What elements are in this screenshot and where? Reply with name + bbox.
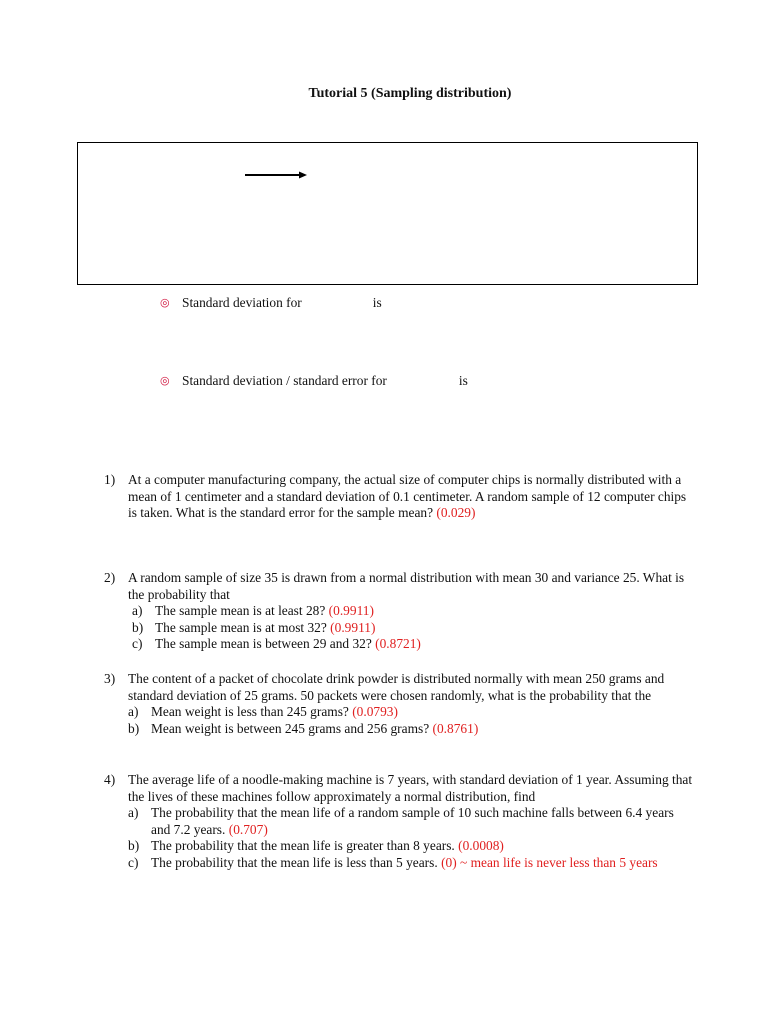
bullet-text: Standard deviation for: [182, 295, 302, 310]
question-number: 1): [104, 472, 116, 487]
question-3: [104, 671, 694, 737]
right-arrow-icon: [245, 168, 307, 182]
sub-text: The probability that the mean life is greater than 8 years.: [151, 838, 455, 854]
bullet-icon: ◎: [160, 297, 170, 309]
question-text: At a computer manufacturing company, the actual size of computer chips is normally distributed with a mean of 1 centimeter and a standard deviation of 0.1 centimeter. A random sample of 12 computer chips is taken. What is the standard error for the sample mean?: [128, 472, 687, 521]
answer: (0) ~ mean life is never less than 5 years: [441, 854, 658, 870]
sub-label: b): [132, 619, 144, 635]
sub-question: [128, 838, 694, 855]
question-4: [104, 772, 694, 872]
sub-label: a): [128, 704, 139, 720]
question-2: [104, 570, 694, 653]
sub-label: c): [132, 636, 143, 652]
sub-label: b): [128, 720, 140, 736]
question-number: 4): [104, 772, 116, 787]
sub-text: The sample mean is at most 32?: [155, 619, 327, 635]
sub-question: [128, 721, 694, 738]
question-number: 3): [104, 671, 116, 686]
sub-question: [132, 636, 694, 653]
answer: (0.029): [436, 505, 476, 521]
bullet-icon: ◎: [160, 375, 170, 387]
answer: (0.9911): [328, 603, 374, 619]
answer: (0.8761): [432, 720, 479, 736]
formula-box: [77, 142, 698, 285]
sub-text: The sample mean is between 29 and 32?: [155, 636, 372, 652]
answer: (0.9911): [330, 619, 376, 635]
sub-question: [128, 805, 694, 838]
sub-question: [132, 620, 694, 637]
sub-text: The probability that the mean life is less than 5 years.: [151, 854, 438, 870]
sub-label: a): [132, 603, 143, 619]
answer: (0.0008): [458, 838, 504, 854]
sub-text: Mean weight is between 245 grams and 256 grams?: [151, 720, 430, 736]
sub-question: [128, 855, 694, 872]
bullet-item: [160, 295, 382, 311]
question-text: The content of a packet of chocolate drink powder is distributed normally with mean 250 grams and standard deviation of 25 grams. 50 packets were chosen randomly, what is the probability that the: [128, 671, 665, 703]
bullet-item: [160, 373, 468, 389]
bullet-text: Standard deviation / standard error for: [182, 373, 387, 388]
answer: (0.707): [228, 821, 268, 837]
question-text: The average life of a noodle-making machine is 7 years, with standard deviation of 1 year. Assuming that the lives of these machines follow approximately a normal distribution, find: [128, 772, 693, 804]
answer: (0.0793): [352, 704, 398, 720]
question-1: [104, 472, 694, 522]
sub-label: b): [128, 838, 140, 854]
answer: (0.8721): [375, 636, 421, 652]
sub-question: [132, 603, 694, 620]
sub-label: c): [128, 854, 139, 870]
question-number: 2): [104, 570, 116, 585]
sub-text: Mean weight is less than 245 grams?: [151, 704, 349, 720]
sub-text: The sample mean is at least 28?: [155, 603, 326, 619]
sub-question: [128, 704, 694, 721]
bullet-text-end: is: [372, 295, 382, 310]
sub-text: The probability that the mean life of a random sample of 10 such machine falls between 6.4 years and 7.2 years.: [151, 805, 674, 837]
sub-label: a): [128, 805, 139, 821]
bullet-text-end: is: [458, 373, 468, 388]
page-title: Tutorial 5 (Sampling distribution): [308, 86, 512, 101]
question-text: A random sample of size 35 is drawn from a normal distribution with mean 30 and variance 25. What is the probability that: [128, 570, 685, 602]
